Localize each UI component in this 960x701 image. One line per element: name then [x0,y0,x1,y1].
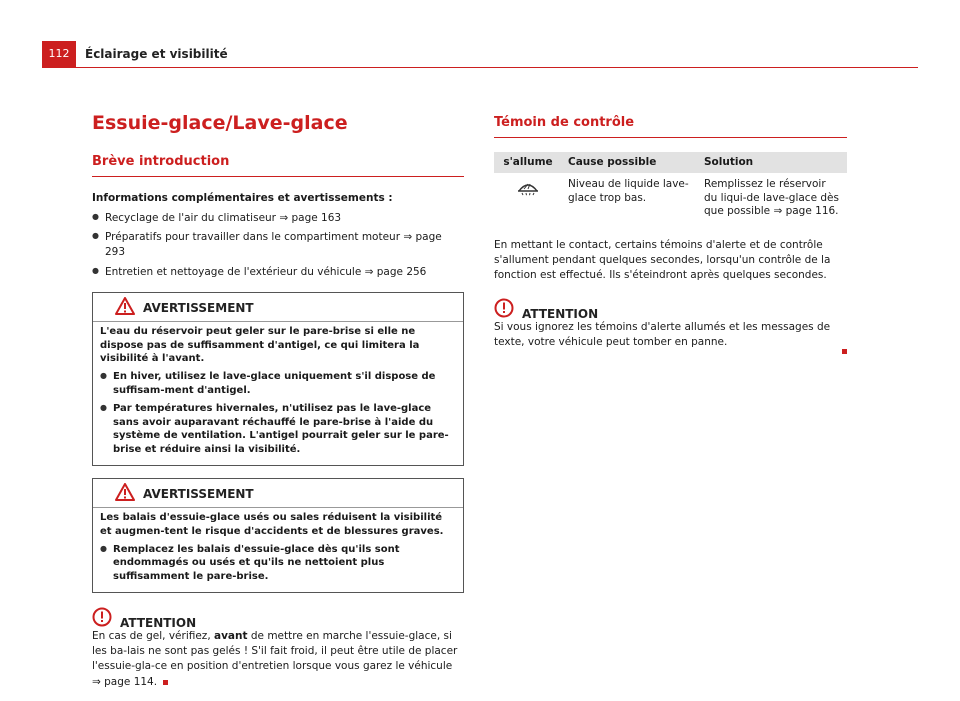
body-paragraph: En mettant le contact, certains témoins d'alerte et de contrôle s'allument pendant quelques secondes, lorsqu'un contrôle de la fonction est effectué. Ils s'éteindront après quelques secondes. [494,238,831,282]
reference-list [92,211,464,280]
washer-fluid-icon [516,187,540,199]
warning-body [93,508,463,592]
attention-title: ATTENTION [522,306,599,321]
column-header: Cause possible [562,152,698,173]
column-header: s'allume [494,152,562,173]
table-cell: Remplissez le réservoir du liqui-de lave-glace dès que possible ⇒ page 116. [704,178,839,218]
warning-title: AVERTISSEMENT [143,300,254,315]
page-number: 112 [42,41,76,67]
page-header [42,41,918,68]
left-column [92,112,464,690]
right-column [494,114,847,359]
warning-title: AVERTISSEMENT [143,486,254,501]
end-marker [163,680,168,685]
end-marker [842,349,847,354]
warning-header [93,479,463,508]
table-row [494,173,847,224]
table-cell [494,173,562,224]
attention-icon [494,298,514,323]
warning-box-1 [92,292,464,466]
list-item: ● Par températures hivernales, n'utilisez pas le lave-glace sans avoir auparavant réchauffé le pare-brise à l'aide du système de ventilation. L'antigel pourrait geler sur le pare-brise et réduire ainsi la visibilité. [100,402,456,457]
chapter-title: Éclairage et visibilité [85,47,228,61]
section-title: Témoin de contrôle [494,114,847,138]
attention-title: ATTENTION [120,615,197,630]
section-title: Essuie-glace/Lave-glace [92,112,348,134]
list-item: ● En hiver, utilisez le lave-glace uniquement s'il dispose de suffisam-ment d'antigel. [100,370,456,398]
list-item: ● Recyclage de l'air du climatiseur ⇒ page 163 [92,211,464,226]
warning-body [93,322,463,465]
column-header: Solution [698,152,847,173]
warning-box-2 [92,478,464,593]
warning-list [100,370,456,457]
indicator-table [494,152,847,224]
attention-text-part: Si vous ignorez les témoins d'alerte allumés et les messages de texte, votre véhicule peut tomber en panne. [494,320,831,348]
table-cell: Niveau de liquide lave-glace trop bas. [568,178,689,204]
warning-triangle-icon [115,483,135,506]
warning-text: L'eau du réservoir peut geler sur le pare-brise si elle ne dispose pas de suffisamment d'antigel, ce qui limitera la visibilité à l'avant. [100,325,420,365]
attention-text-part: de mettre en marche l'essuie-glace, si les ba-lais ne sont pas gelés ! S'il fait froid, il peut être utile de placer l'essuie-gla-ce en position d'entretien lorsque vous garez le véhicule ⇒ page 114. [92,629,458,688]
attention-header [494,298,847,320]
warning-text: Les balais d'essuie-glace usés ou sales réduisent la visibilité et augmen-tent le risque d'accidents et de blessures graves. [100,511,444,537]
attention-text [92,629,464,690]
list-item: ● Préparatifs pour travailler dans le compartiment moteur ⇒ page 293 [92,230,464,260]
table-header-row [494,152,847,173]
attention-emphasis: avant [214,629,248,642]
list-item: ● Remplacez les balais d'essuie-glace dès qu'ils sont endommagés ou usés et qu'ils ne nettoient plus suffisamment le pare-brise. [100,543,456,584]
warning-triangle-icon [115,297,135,320]
attention-icon [92,607,112,632]
section-subtitle: Brève introduction [92,153,464,177]
attention-text-part: En cas de gel, vérifiez, [92,629,214,642]
warning-header [93,293,463,322]
list-item: ● Entretien et nettoyage de l'extérieur du véhicule ⇒ page 256 [92,265,464,280]
intro-text: Informations complémentaires et avertissements : [92,191,393,204]
attention-header [92,607,464,629]
warning-list [100,543,456,584]
